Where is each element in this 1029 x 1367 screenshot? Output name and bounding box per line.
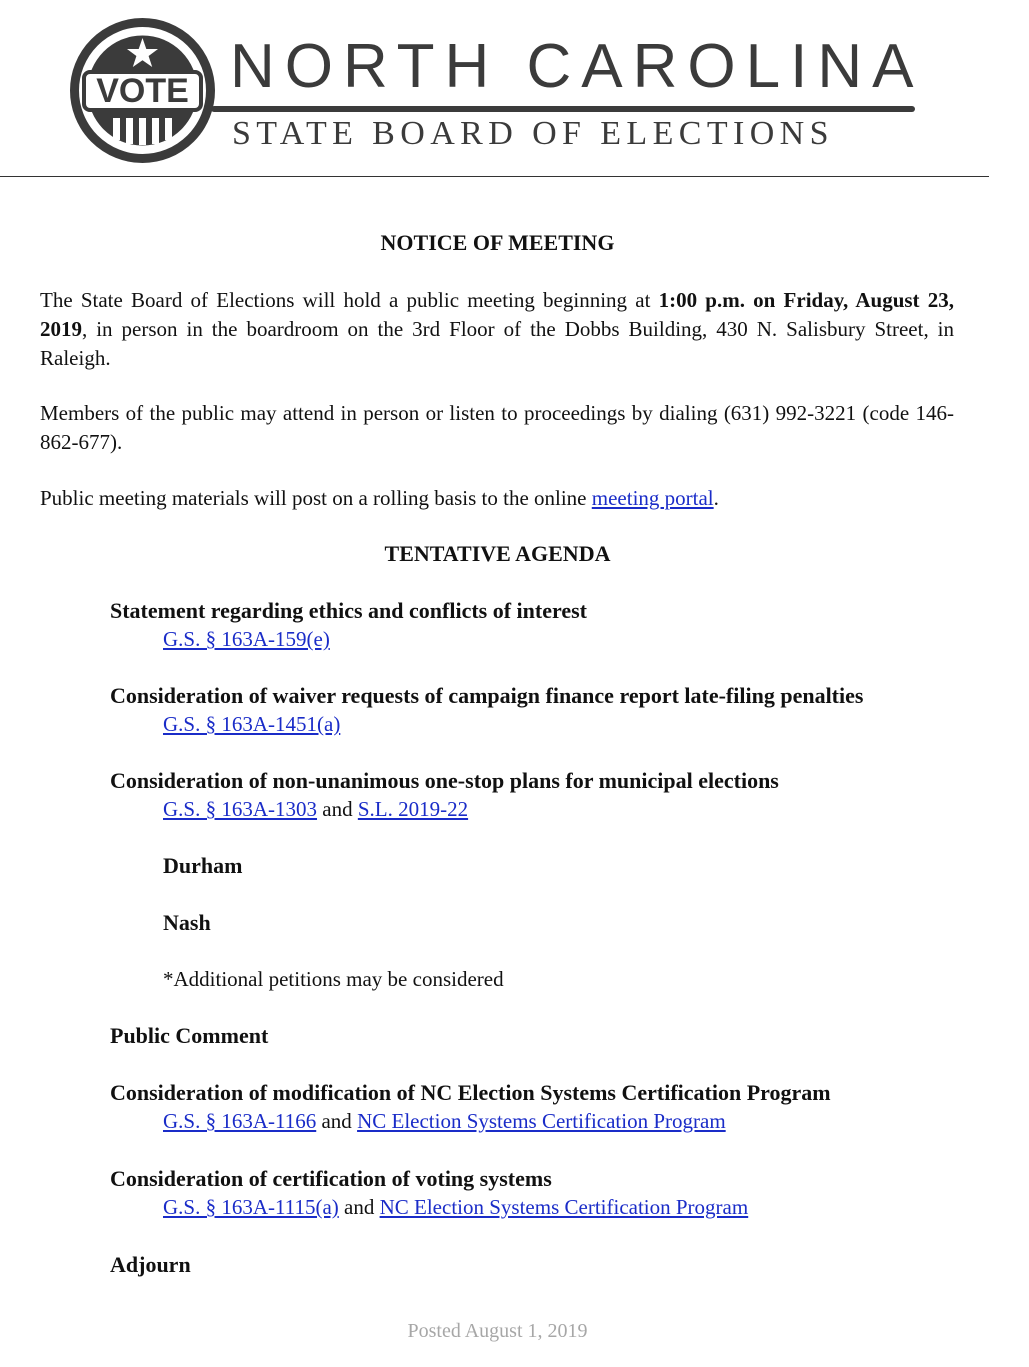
- meeting-portal-link[interactable]: meeting portal: [591, 486, 714, 510]
- agenda-item-adjourn: Adjourn: [110, 1252, 191, 1277]
- statute-link-163a-1451a[interactable]: G.S. § 163A-1451(a): [163, 712, 341, 736]
- agenda-item-waiver-ref: [163, 714, 340, 735]
- agenda-item-one-stop-plans: Consideration of non-unanimous one-stop plans for municipal elections: [110, 768, 779, 793]
- meeting-date-time: 1:00 p.m. on Friday, August 23, 2019: [40, 288, 954, 341]
- meeting-location-text: , in person in the boardroom on the 3rd Floor of the Dobbs Building, 430 N. Salisbury Street, in Raleigh.: [40, 317, 954, 370]
- org-title: NORTH CAROLINA: [230, 32, 924, 101]
- header-divider: [0, 176, 989, 177]
- org-subtitle: STATE BOARD OF ELECTIONS: [232, 115, 834, 152]
- agenda-item-one-stop-refs: [163, 799, 468, 820]
- posted-date: Posted August 1, 2019: [407, 1320, 588, 1342]
- statute-link-163a-159e[interactable]: G.S. § 163A-159(e): [163, 627, 330, 651]
- vote-logo-text: VOTE: [96, 72, 189, 110]
- statute-link-163a-1303[interactable]: G.S. § 163A-1303: [163, 797, 318, 821]
- agenda-item-voting-systems: Consideration of certification of voting systems: [110, 1166, 552, 1191]
- agenda-heading: TENTATIVE AGENDA: [384, 541, 611, 566]
- ref-conjunction: and: [344, 1195, 375, 1219]
- agenda-item-voting-systems-refs: [163, 1197, 748, 1218]
- meeting-details-paragraph: [40, 286, 954, 373]
- meeting-intro-text: The State Board of Elections will hold a public meeting beginning at: [40, 288, 659, 312]
- agenda-item-certification-program: Consideration of modification of NC Election Systems Certification Program: [110, 1080, 831, 1105]
- agenda-item-public-comment: Public Comment: [110, 1023, 269, 1048]
- certification-program-link[interactable]: NC Election Systems Certification Program: [357, 1109, 726, 1133]
- notice-heading: NOTICE OF MEETING: [380, 230, 615, 255]
- agenda-item-waiver-requests: Consideration of waiver requests of campaign finance report late-filing penalties: [110, 683, 864, 708]
- title-divider: [211, 106, 915, 112]
- certification-program-link-2[interactable]: NC Election Systems Certification Program: [379, 1195, 749, 1219]
- dial-in-paragraph: Members of the public may attend in person or listen to proceedings by dialing (631) 992-3221 (code 146-862-677).: [40, 401, 954, 454]
- statute-link-163a-1115a[interactable]: G.S. § 163A-1115(a): [163, 1195, 339, 1219]
- agenda-item-ethics-ref: [163, 629, 330, 650]
- additional-petitions-note: *Additional petitions may be considered: [163, 967, 504, 991]
- county-nash: Nash: [163, 910, 211, 935]
- materials-period: .: [713, 486, 719, 510]
- agenda-item-certification-program-refs: [163, 1111, 726, 1132]
- materials-text: Public meeting materials will post on a rolling basis to the online: [40, 486, 592, 510]
- session-law-link-2019-22[interactable]: S.L. 2019-22: [357, 797, 469, 821]
- ref-conjunction: and: [322, 797, 353, 821]
- ref-conjunction: and: [321, 1109, 352, 1133]
- vote-logo: [70, 18, 215, 163]
- statute-link-163a-1166[interactable]: G.S. § 163A-1166: [163, 1109, 317, 1133]
- agenda-item-ethics: Statement regarding ethics and conflicts of interest: [110, 598, 588, 623]
- county-durham: Durham: [163, 853, 243, 878]
- materials-paragraph: [40, 484, 954, 513]
